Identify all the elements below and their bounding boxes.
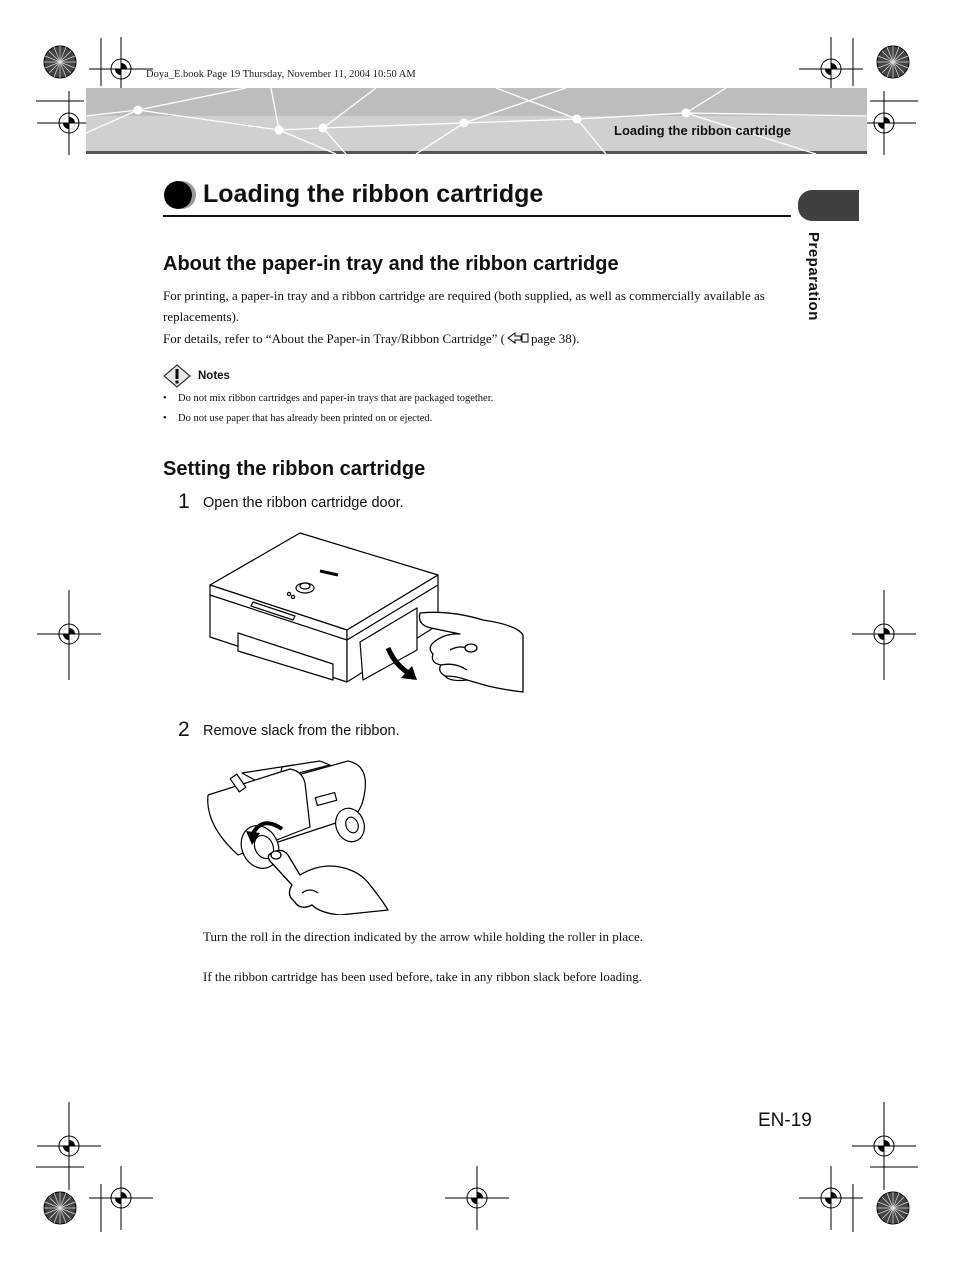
- section-heading-setting-cartridge: Setting the ribbon cartridge: [163, 458, 426, 480]
- header-band: [86, 88, 867, 154]
- reference-paragraph: [163, 328, 783, 349]
- section-heading-paper-tray: About the paper-in tray and the ribbon cartridge: [163, 253, 619, 275]
- note-item: • Do not use paper that has already been printed on or ejected.: [163, 413, 433, 424]
- reference-text: For details, refer to “About the Paper-in Tray/Ribbon Cartridge” (: [163, 331, 505, 346]
- notes-label: Notes: [198, 370, 230, 382]
- step-text: Remove slack from the ribbon.: [203, 723, 400, 739]
- step-note: If the ribbon cartridge has been used before, take in any ribbon slack before loading.: [203, 969, 642, 984]
- title-bullet-icon: [163, 180, 197, 210]
- reference-page: page 38).: [531, 331, 580, 346]
- step-number: 1: [178, 490, 190, 513]
- section-tab-label: Preparation: [805, 232, 822, 321]
- page-reference-icon: [507, 332, 529, 344]
- running-head: Loading the ribbon cartridge: [614, 123, 791, 138]
- section-tab: [798, 190, 859, 221]
- printer-open-door-illustration: [205, 530, 530, 695]
- notes-warning-icon: [163, 364, 191, 388]
- step-text: Open the ribbon cartridge door.: [203, 495, 404, 511]
- note-item: • Do not mix ribbon cartridges and paper-in trays that are packaged together.: [163, 393, 494, 404]
- ribbon-cartridge-illustration: [200, 755, 395, 915]
- page-title: Loading the ribbon cartridge: [203, 180, 544, 208]
- step-number: 2: [178, 718, 190, 741]
- step-note: Turn the roll in the direction indicated by the arrow while holding the roller in place.: [203, 929, 643, 944]
- file-stamp: Doya_E.book Page 19 Thursday, November 11, 2004 10:50 AM: [146, 69, 416, 80]
- page-number: EN-19: [758, 1110, 812, 1131]
- title-rule: [163, 215, 791, 217]
- intro-paragraph: For printing, a paper-in tray and a ribbon cartridge are required (both supplied, as well as commercially available as replacements).: [163, 288, 765, 324]
